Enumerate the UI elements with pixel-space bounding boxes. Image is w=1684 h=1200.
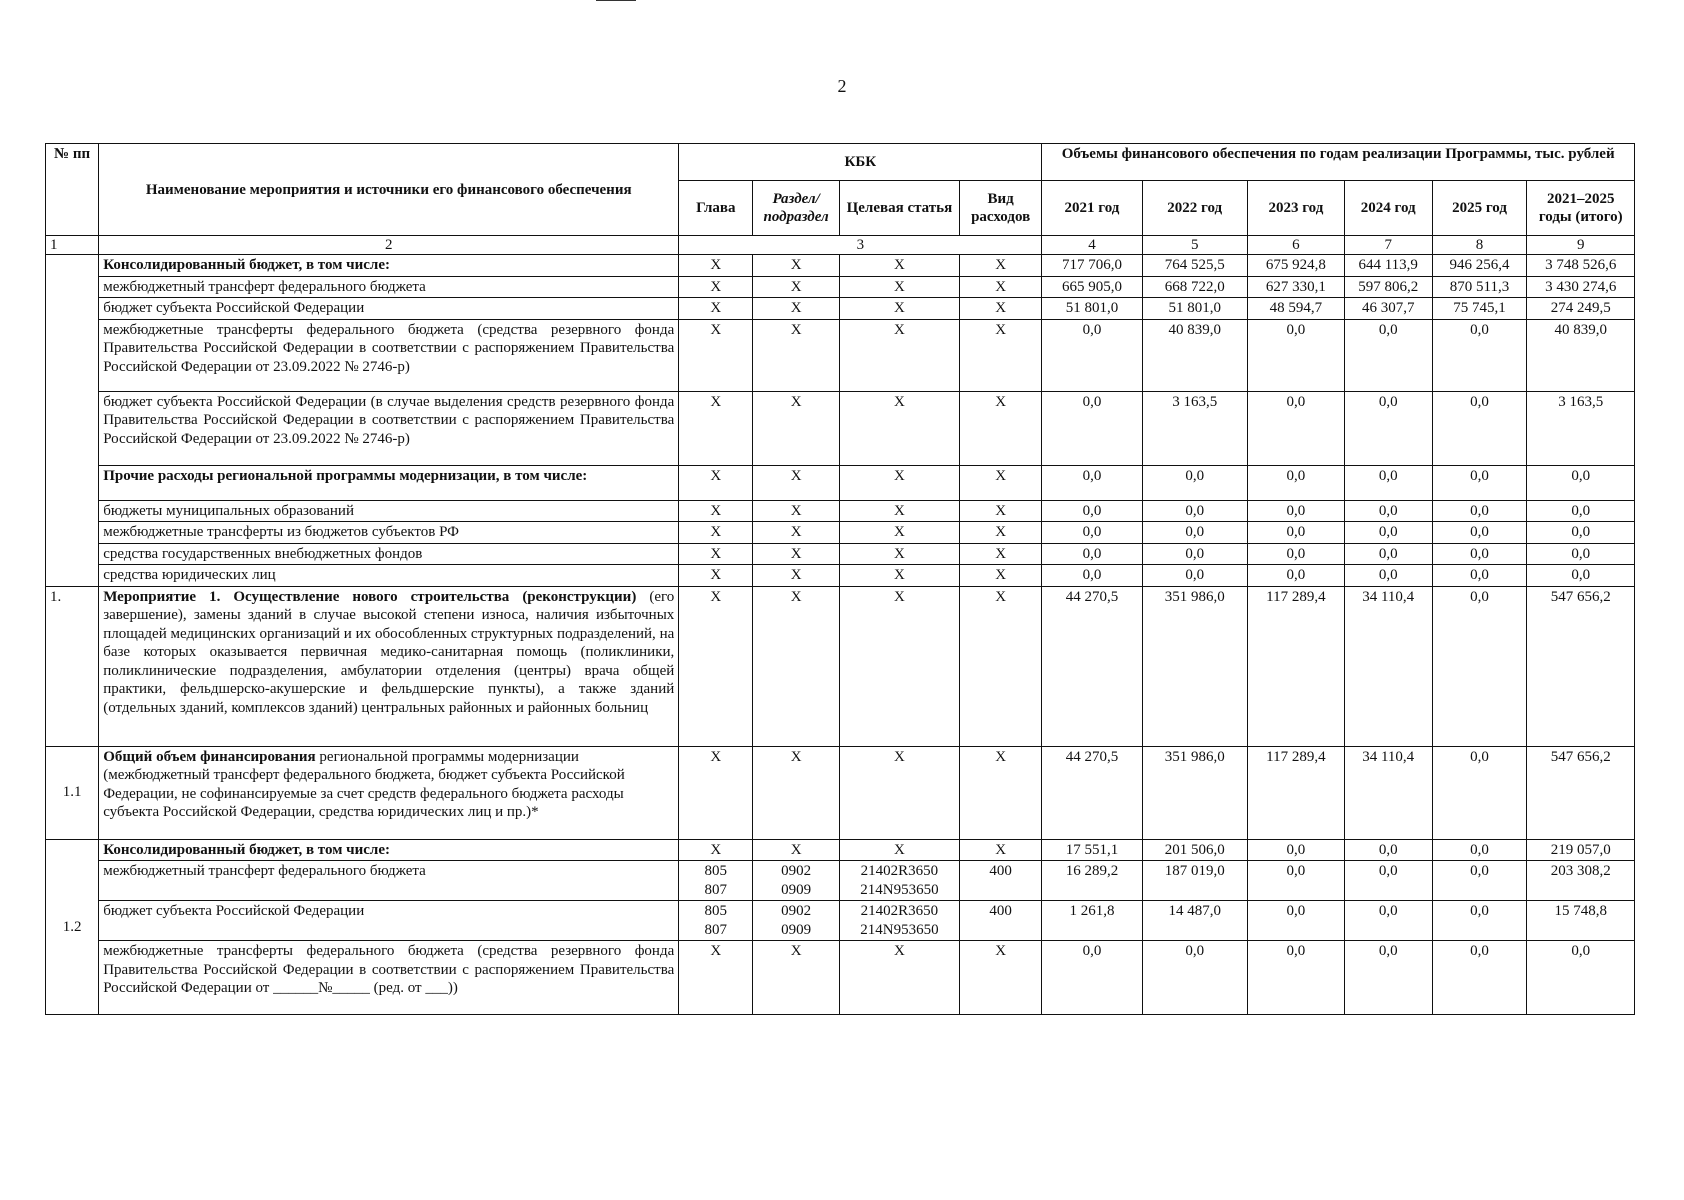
- cell-vid: X: [959, 543, 1041, 565]
- cell-razdel: X: [753, 465, 840, 500]
- row-name-bold: Прочие расходы региональной программы модернизации, в том числе:: [103, 467, 588, 484]
- cell-razdel: X: [753, 276, 840, 298]
- header-kbk: КБК: [679, 144, 1042, 181]
- cell-y2022: 0,0: [1142, 465, 1247, 500]
- cell-celevaya: X: [839, 522, 959, 544]
- cell-celevaya: X: [839, 543, 959, 565]
- cell-y2023: 48 594,7: [1247, 298, 1344, 320]
- cell-y2022: 764 525,5: [1142, 255, 1247, 277]
- cell-vid: X: [959, 746, 1041, 839]
- cell-vid: X: [959, 298, 1041, 320]
- cell-y2025: 0,0: [1432, 839, 1527, 861]
- row-name: [99, 586, 679, 746]
- cell-y2022: 51 801,0: [1142, 298, 1247, 320]
- row-name: [99, 298, 679, 320]
- row-name-text: межбюджетный трансферт федерального бюджета: [103, 278, 426, 295]
- cell-celevaya: X: [839, 586, 959, 746]
- cell-y2023: 117 289,4: [1247, 586, 1344, 746]
- table-row: [46, 839, 1635, 861]
- cell-y2021: 0,0: [1042, 319, 1142, 391]
- row-name: [99, 465, 679, 500]
- cell-celevaya: X: [839, 391, 959, 465]
- cell-vid: X: [959, 465, 1041, 500]
- cell-total: 0,0: [1527, 565, 1635, 587]
- cell-total: 15 748,8: [1527, 901, 1635, 941]
- cell-celevaya: X: [839, 500, 959, 522]
- cell-y2022: 0,0: [1142, 941, 1247, 1015]
- table-row: [46, 255, 1635, 277]
- cell-razdel: X: [753, 391, 840, 465]
- row-name-text: (его завершение), замены зданий в случае высокой степени износа, наличия избыточных площадей медицинских организаций и их обособленных структурных подразделений, на базе которых оказывается первичная медико-санитарная помощь (поликлиники, поликлинические подразделения, амбулатории отделения (центры) врача общей практики, фельдшерско-акушерские и фельдшерские пункты), а также зданий (отдельных зданий, комплексов зданий) центральных районных и районных больниц: [103, 588, 675, 716]
- row-name: [99, 901, 679, 941]
- row-name-bold: Консолидированный бюджет, в том числе:: [103, 841, 390, 858]
- header-volumes: Объемы финансового обеспечения по годам реализации Программы, тыс. рублей: [1042, 144, 1635, 181]
- cell-y2023: 0,0: [1247, 522, 1344, 544]
- cell-y2025: 0,0: [1432, 861, 1527, 901]
- cell-y2025: 946 256,4: [1432, 255, 1527, 277]
- cell-razdel: X: [753, 298, 840, 320]
- row-number: 1.1: [46, 746, 99, 839]
- cell-vid: X: [959, 565, 1041, 587]
- cell-y2023: 0,0: [1247, 901, 1344, 941]
- cell-y2021: 44 270,5: [1042, 746, 1142, 839]
- cell-y2024: 0,0: [1344, 391, 1432, 465]
- cell-glava: X: [679, 391, 753, 465]
- cell-vid: X: [959, 255, 1041, 277]
- header-glava: Глава: [679, 181, 753, 236]
- cell-y2022: 351 986,0: [1142, 746, 1247, 839]
- row-name-text: межбюджетные трансферты федерального бюджета (средства резервного фонда Правительства Российской Федерации в соответствии с распоряжением Правительства Российской Федерации от 23.09.2022 № 2746-р): [103, 321, 675, 375]
- cell-y2025: 0,0: [1432, 543, 1527, 565]
- cell-razdel: X: [753, 543, 840, 565]
- row-name-bold: Консолидированный бюджет, в том числе:: [103, 257, 390, 273]
- cell-celevaya: 21402R3650 214N953650: [839, 901, 959, 941]
- index-cell: 4: [1042, 236, 1142, 255]
- cell-vid: X: [959, 586, 1041, 746]
- row-name: [99, 839, 679, 861]
- cell-celevaya: X: [839, 565, 959, 587]
- row-name-text: межбюджетные трансферты из бюджетов субъектов РФ: [103, 524, 460, 540]
- table-row: [46, 901, 1635, 941]
- cell-y2025: 0,0: [1432, 586, 1527, 746]
- cell-celevaya: 21402R3650 214N953650: [839, 861, 959, 901]
- cell-y2023: 0,0: [1247, 465, 1344, 500]
- header-vid: Вид расходов: [959, 181, 1041, 236]
- cell-y2024: 0,0: [1344, 465, 1432, 500]
- cell-y2023: 0,0: [1247, 839, 1344, 861]
- cell-y2025: 0,0: [1432, 941, 1527, 1015]
- cell-y2023: 117 289,4: [1247, 746, 1344, 839]
- header-no: № пп: [46, 144, 99, 236]
- cell-razdel: X: [753, 941, 840, 1015]
- index-cell: 7: [1344, 236, 1432, 255]
- row-name: [99, 565, 679, 587]
- header-2025: 2025 год: [1432, 181, 1527, 236]
- cell-glava: X: [679, 839, 753, 861]
- index-cell: 3: [679, 236, 1042, 255]
- index-cell: 9: [1527, 236, 1635, 255]
- cell-glava: X: [679, 543, 753, 565]
- cell-total: 0,0: [1527, 500, 1635, 522]
- cell-y2025: 0,0: [1432, 319, 1527, 391]
- header-total: 2021–2025 годы (итого): [1527, 181, 1635, 236]
- cell-y2025: 0,0: [1432, 565, 1527, 587]
- cell-y2021: 51 801,0: [1042, 298, 1142, 320]
- cell-y2025: 0,0: [1432, 746, 1527, 839]
- cell-y2024: 0,0: [1344, 319, 1432, 391]
- index-cell: 8: [1432, 236, 1527, 255]
- cell-y2024: 597 806,2: [1344, 276, 1432, 298]
- row-name-bold: Мероприятие 1. Осуществление нового строительства (реконструкции): [103, 588, 637, 605]
- cell-y2025: 0,0: [1432, 391, 1527, 465]
- index-cell: 1: [46, 236, 99, 255]
- row-name-text: средства государственных внебюджетных фондов: [103, 545, 423, 562]
- cell-razdel: X: [753, 255, 840, 277]
- row-number: 1.2: [46, 839, 99, 1015]
- cell-y2021: 16 289,2: [1042, 861, 1142, 901]
- table-row: [46, 543, 1635, 565]
- cell-y2021: 0,0: [1042, 391, 1142, 465]
- cell-celevaya: X: [839, 746, 959, 839]
- cell-y2024: 34 110,4: [1344, 586, 1432, 746]
- cell-y2022: 201 506,0: [1142, 839, 1247, 861]
- table-row: [46, 298, 1635, 320]
- row-name: [99, 941, 679, 1015]
- cell-glava: X: [679, 255, 753, 277]
- cell-y2022: 0,0: [1142, 543, 1247, 565]
- cell-y2024: 0,0: [1344, 500, 1432, 522]
- row-name-text: межбюджетный трансферт федерального бюджета: [103, 863, 426, 879]
- row-name-text: средства юридических лиц: [103, 567, 276, 583]
- cell-y2021: 17 551,1: [1042, 839, 1142, 861]
- cell-y2024: 644 113,9: [1344, 255, 1432, 277]
- cell-y2021: 717 706,0: [1042, 255, 1142, 277]
- cell-y2024: 0,0: [1344, 565, 1432, 587]
- cell-y2021: 44 270,5: [1042, 586, 1142, 746]
- table-row: [46, 276, 1635, 298]
- row-name-text: бюджет субъекта Российской Федерации: [103, 903, 365, 919]
- row-name: [99, 746, 679, 839]
- cell-y2023: 675 924,8: [1247, 255, 1344, 277]
- table-row: [46, 586, 1635, 746]
- cell-total: 547 656,2: [1527, 746, 1635, 839]
- header-2024: 2024 год: [1344, 181, 1432, 236]
- cell-y2025: 0,0: [1432, 500, 1527, 522]
- header-2022: 2022 год: [1142, 181, 1247, 236]
- cell-glava: X: [679, 319, 753, 391]
- top-rule: [596, 0, 636, 1]
- cell-vid: 400: [959, 861, 1041, 901]
- cell-y2021: 0,0: [1042, 565, 1142, 587]
- row-name-text: бюджет субъекта Российской Федерации: [103, 300, 365, 316]
- financing-table: [45, 143, 1635, 1015]
- cell-celevaya: X: [839, 319, 959, 391]
- cell-y2022: 0,0: [1142, 522, 1247, 544]
- cell-glava: X: [679, 465, 753, 500]
- cell-y2022: 668 722,0: [1142, 276, 1247, 298]
- cell-total: 0,0: [1527, 522, 1635, 544]
- cell-y2024: 0,0: [1344, 839, 1432, 861]
- row-name: [99, 500, 679, 522]
- table-row: [46, 941, 1635, 1015]
- cell-y2022: 0,0: [1142, 500, 1247, 522]
- header-name: Наименование мероприятия и источники его финансового обеспечения: [99, 144, 679, 236]
- header-2023: 2023 год: [1247, 181, 1344, 236]
- cell-glava: X: [679, 941, 753, 1015]
- table-row: [46, 861, 1635, 901]
- cell-razdel: X: [753, 522, 840, 544]
- cell-glava: X: [679, 500, 753, 522]
- table-row: [46, 500, 1635, 522]
- cell-y2021: 0,0: [1042, 543, 1142, 565]
- cell-total: 0,0: [1527, 543, 1635, 565]
- cell-total: 203 308,2: [1527, 861, 1635, 901]
- row-name: [99, 319, 679, 391]
- row-name-text: бюджеты муниципальных образований: [103, 502, 354, 519]
- cell-vid: 400: [959, 901, 1041, 941]
- cell-total: 3 163,5: [1527, 391, 1635, 465]
- cell-y2021: 0,0: [1042, 500, 1142, 522]
- cell-glava: X: [679, 746, 753, 839]
- table-row: [46, 465, 1635, 500]
- cell-total: 0,0: [1527, 941, 1635, 1015]
- row-name-text: бюджет субъекта Российской Федерации (в случае выделения средств резервного фонда Правительства Российской Федерации в соответствии с распоряжением Правительства Российской Федерации от 23.09.2022 № 2746-р): [103, 393, 675, 447]
- cell-y2024: 0,0: [1344, 522, 1432, 544]
- cell-vid: X: [959, 391, 1041, 465]
- cell-y2022: 351 986,0: [1142, 586, 1247, 746]
- cell-vid: X: [959, 522, 1041, 544]
- cell-y2025: 870 511,3: [1432, 276, 1527, 298]
- index-cell: 2: [99, 236, 679, 255]
- cell-razdel: X: [753, 500, 840, 522]
- row-name-text: региональной программы модернизации (межбюджетный трансферт федерального бюджета, бюджет субъекта Российской Федерации, не софинансируемые за счет средств федерального бюджета расходы субъекта Российской Федерации, средства юридических лиц и пр.)*: [103, 748, 625, 820]
- cell-y2024: 34 110,4: [1344, 746, 1432, 839]
- cell-y2021: 0,0: [1042, 522, 1142, 544]
- cell-total: 219 057,0: [1527, 839, 1635, 861]
- row-name: [99, 391, 679, 465]
- cell-y2022: 14 487,0: [1142, 901, 1247, 941]
- row-name: [99, 543, 679, 565]
- cell-y2024: 0,0: [1344, 941, 1432, 1015]
- cell-total: 40 839,0: [1527, 319, 1635, 391]
- cell-y2024: 0,0: [1344, 861, 1432, 901]
- cell-razdel: X: [753, 839, 840, 861]
- cell-y2023: 0,0: [1247, 500, 1344, 522]
- cell-y2024: 0,0: [1344, 543, 1432, 565]
- cell-glava: 805 807: [679, 901, 753, 941]
- cell-razdel: 0902 0909: [753, 861, 840, 901]
- cell-y2021: 665 905,0: [1042, 276, 1142, 298]
- row-name: [99, 522, 679, 544]
- cell-razdel: X: [753, 586, 840, 746]
- cell-y2021: 0,0: [1042, 941, 1142, 1015]
- cell-celevaya: X: [839, 298, 959, 320]
- cell-y2022: 0,0: [1142, 565, 1247, 587]
- cell-celevaya: X: [839, 941, 959, 1015]
- cell-y2024: 0,0: [1344, 901, 1432, 941]
- table-row: [46, 522, 1635, 544]
- cell-vid: X: [959, 319, 1041, 391]
- cell-total: 0,0: [1527, 465, 1635, 500]
- cell-celevaya: X: [839, 276, 959, 298]
- cell-celevaya: X: [839, 255, 959, 277]
- cell-y2023: 0,0: [1247, 391, 1344, 465]
- cell-vid: X: [959, 276, 1041, 298]
- row-name: [99, 276, 679, 298]
- cell-total: 547 656,2: [1527, 586, 1635, 746]
- cell-total: 274 249,5: [1527, 298, 1635, 320]
- cell-total: 3 748 526,6: [1527, 255, 1635, 277]
- cell-y2025: 0,0: [1432, 465, 1527, 500]
- header-celevaya: Целевая статья: [839, 181, 959, 236]
- row-name: [99, 255, 679, 277]
- cell-y2022: 3 163,5: [1142, 391, 1247, 465]
- table-row: [46, 565, 1635, 587]
- cell-y2023: 0,0: [1247, 565, 1344, 587]
- cell-razdel: X: [753, 746, 840, 839]
- cell-razdel: X: [753, 319, 840, 391]
- cell-y2023: 627 330,1: [1247, 276, 1344, 298]
- cell-vid: X: [959, 941, 1041, 1015]
- cell-glava: X: [679, 298, 753, 320]
- cell-celevaya: X: [839, 839, 959, 861]
- cell-y2024: 46 307,7: [1344, 298, 1432, 320]
- cell-y2023: 0,0: [1247, 941, 1344, 1015]
- cell-razdel: X: [753, 565, 840, 587]
- cell-y2025: 0,0: [1432, 522, 1527, 544]
- table-row: [46, 319, 1635, 391]
- cell-y2021: 1 261,8: [1042, 901, 1142, 941]
- cell-y2025: 75 745,1: [1432, 298, 1527, 320]
- cell-y2023: 0,0: [1247, 319, 1344, 391]
- index-cell: 5: [1142, 236, 1247, 255]
- table-row: [46, 746, 1635, 839]
- row-name: [99, 861, 679, 901]
- cell-y2023: 0,0: [1247, 861, 1344, 901]
- cell-y2025: 0,0: [1432, 901, 1527, 941]
- page-number: 2: [837, 76, 847, 96]
- cell-vid: X: [959, 839, 1041, 861]
- cell-glava: X: [679, 522, 753, 544]
- cell-total: 3 430 274,6: [1527, 276, 1635, 298]
- index-cell: 6: [1247, 236, 1344, 255]
- cell-y2023: 0,0: [1247, 543, 1344, 565]
- cell-glava: X: [679, 276, 753, 298]
- header-razdel: Раздел/ подраздел: [753, 181, 840, 236]
- cell-vid: X: [959, 500, 1041, 522]
- row-name-bold: Общий объем финансирования: [103, 748, 316, 765]
- cell-glava: X: [679, 586, 753, 746]
- cell-glava: X: [679, 565, 753, 587]
- cell-y2021: 0,0: [1042, 465, 1142, 500]
- row-name-text: межбюджетные трансферты федерального бюджета (средства резервного фонда Правительства Российской Федерации в соответствии с распоряжением Правительства Российской Федерации от ______№_____ (ред. от ___)): [103, 943, 675, 996]
- cell-glava: 805 807: [679, 861, 753, 901]
- index-row: [46, 236, 1635, 255]
- header-2021: 2021 год: [1042, 181, 1142, 236]
- row-number: [46, 255, 99, 587]
- row-number: 1.: [46, 586, 99, 746]
- table-row: [46, 391, 1635, 465]
- cell-y2022: 187 019,0: [1142, 861, 1247, 901]
- cell-razdel: 0902 0909: [753, 901, 840, 941]
- cell-celevaya: X: [839, 465, 959, 500]
- cell-y2022: 40 839,0: [1142, 319, 1247, 391]
